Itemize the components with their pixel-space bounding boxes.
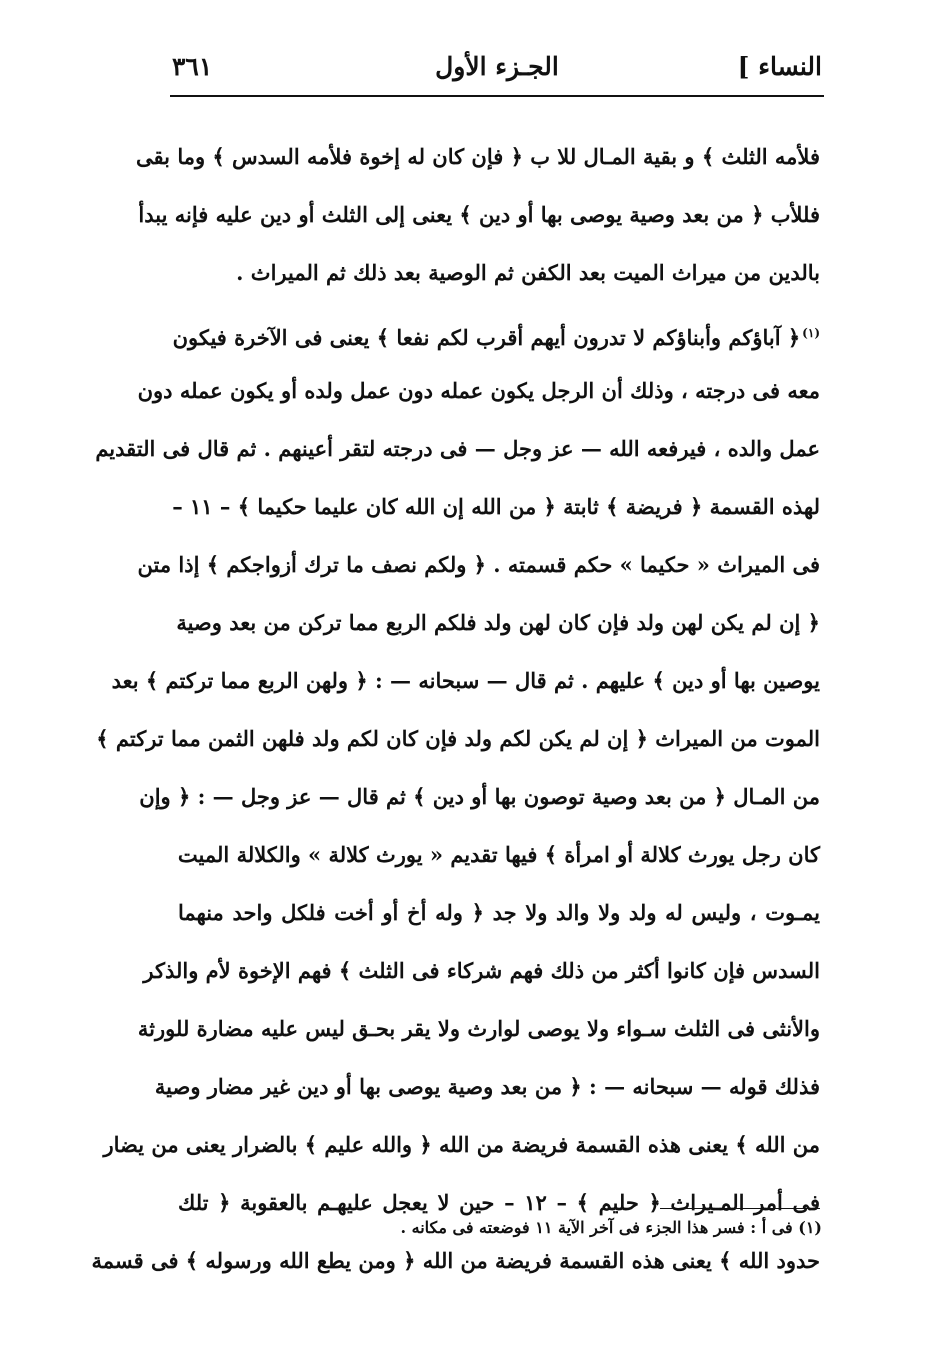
text-line-11: الموت من الميراث ﴿ إن لم يكن لكم ولد فإن كان لكم ولد فلهن الثمن مما تركتم ﴾ bbox=[96, 726, 820, 751]
text-line-6: عمل والده ، فيرفعه الله — عز وجل — فى درجته لتقر أعينهم . ثم قال فى التقديم bbox=[95, 436, 820, 461]
part-title: الجـزء الأول bbox=[435, 52, 559, 81]
footnote-marker: (١) bbox=[802, 326, 820, 340]
header-rule bbox=[170, 95, 824, 97]
text-line-4-content: ﴿ آباؤكم وأبناؤكم لا تدرون أيهم أقرب لكم نفعا ﴾ يعنى فى الآخرة فيكون bbox=[172, 325, 801, 350]
text-line-10: يوصين بها أو دين ﴾ عليهم . ثم قال — سبحانه — : ﴿ ولهن الربع مما تركتم ﴾ بعد bbox=[111, 668, 820, 693]
text-line-19: فى أمر المـيراث ﴿ حليم ﴾ – ١٢ – حين لا يعجل عليهـم بالعقوبة ﴿ تلك bbox=[178, 1190, 820, 1215]
text-line-20: حدود الله ﴾ يعنى هذه القسمة فريضة من الله ﴿ ومن يطع الله ورسوله ﴾ فى قسمة bbox=[91, 1248, 820, 1273]
surah-title: النساء ] bbox=[737, 52, 822, 81]
text-line-7: لهذه القسمة ﴿ فريضة ﴾ ثابتة ﴿ من الله إن الله كان عليما حكيما ﴾ – ١١ – bbox=[172, 494, 820, 519]
text-line-3: بالدين من ميراث الميت بعد الكفن ثم الوصية بعد ذلك ثم الميراث . bbox=[236, 260, 820, 285]
text-line-4 bbox=[172, 304, 820, 362]
text-line-5: معه فى درجته ، وذلك أن الرجل يكون عمله دون عمل ولده أو يكون عمله دون bbox=[137, 378, 820, 403]
text-line-12: من المـال ﴿ من بعد وصية توصون بها أو دين ﴾ ثم قال — عز وجل — : ﴿ وإن bbox=[139, 784, 820, 809]
text-line-1: فلأمه الثلث ﴾ و بقية المـال للا ب ﴿ فإن كان له إخوة فلأمه السدس ﴾ وما بقى bbox=[136, 144, 820, 169]
page-header bbox=[172, 52, 822, 92]
body-text bbox=[91, 128, 820, 1290]
text-line-16: والأنثى فى الثلث سـواء ولا يوصى لوارث ولا يقر بحـق ليس عليه مضارة للورثة bbox=[137, 1016, 820, 1041]
text-line-2: فللأب ﴿ من بعد وصية يوصى بها أو دين ﴾ يعنى إلى الثلث أو دين عليه فإنه يبدأ bbox=[138, 202, 820, 227]
text-line-9: ﴿ إن لم يكن لهن ولد فإن كان لهن ولد فلكم الربع مما تركن من بعد وصية bbox=[176, 610, 820, 635]
text-line-18: من الله ﴾ يعنى هذه القسمة فريضة من الله ﴿ والله عليم ﴾ بالضرار يعنى من يضار bbox=[103, 1132, 820, 1157]
text-line-14: يمـوت ، وليس له ولد ولا والد ولا جد ﴿ وله أخ أو أخت فلكل واحد منهما bbox=[178, 900, 820, 925]
page-number: ٣٦١ bbox=[172, 52, 213, 81]
text-line-8: فى الميراث « حكيما » حكم قسمته . ﴿ ولكم نصف ما ترك أزواجكم ﴾ إذا متن bbox=[137, 552, 820, 577]
footnote-rule bbox=[660, 1208, 820, 1209]
footnote: (١) فى أ : فسر هذا الجزء فى آخر الآية ١١ فوضعته فى مكانه . bbox=[400, 1218, 822, 1237]
text-line-15: السدس فإن كانوا أكثر من ذلك فهم شركاء فى الثلث ﴾ فهم الإخوة لأم والذكر bbox=[143, 958, 820, 983]
text-line-13: كان رجل يورث كلالة أو امرأة ﴾ فيها تقديم « يورث كلالة » والكلالة الميت bbox=[177, 842, 820, 867]
text-line-17: فذلك قوله — سبحانه — : ﴿ من بعد وصية يوصى بها أو دين غير مضار وصية bbox=[154, 1074, 820, 1099]
